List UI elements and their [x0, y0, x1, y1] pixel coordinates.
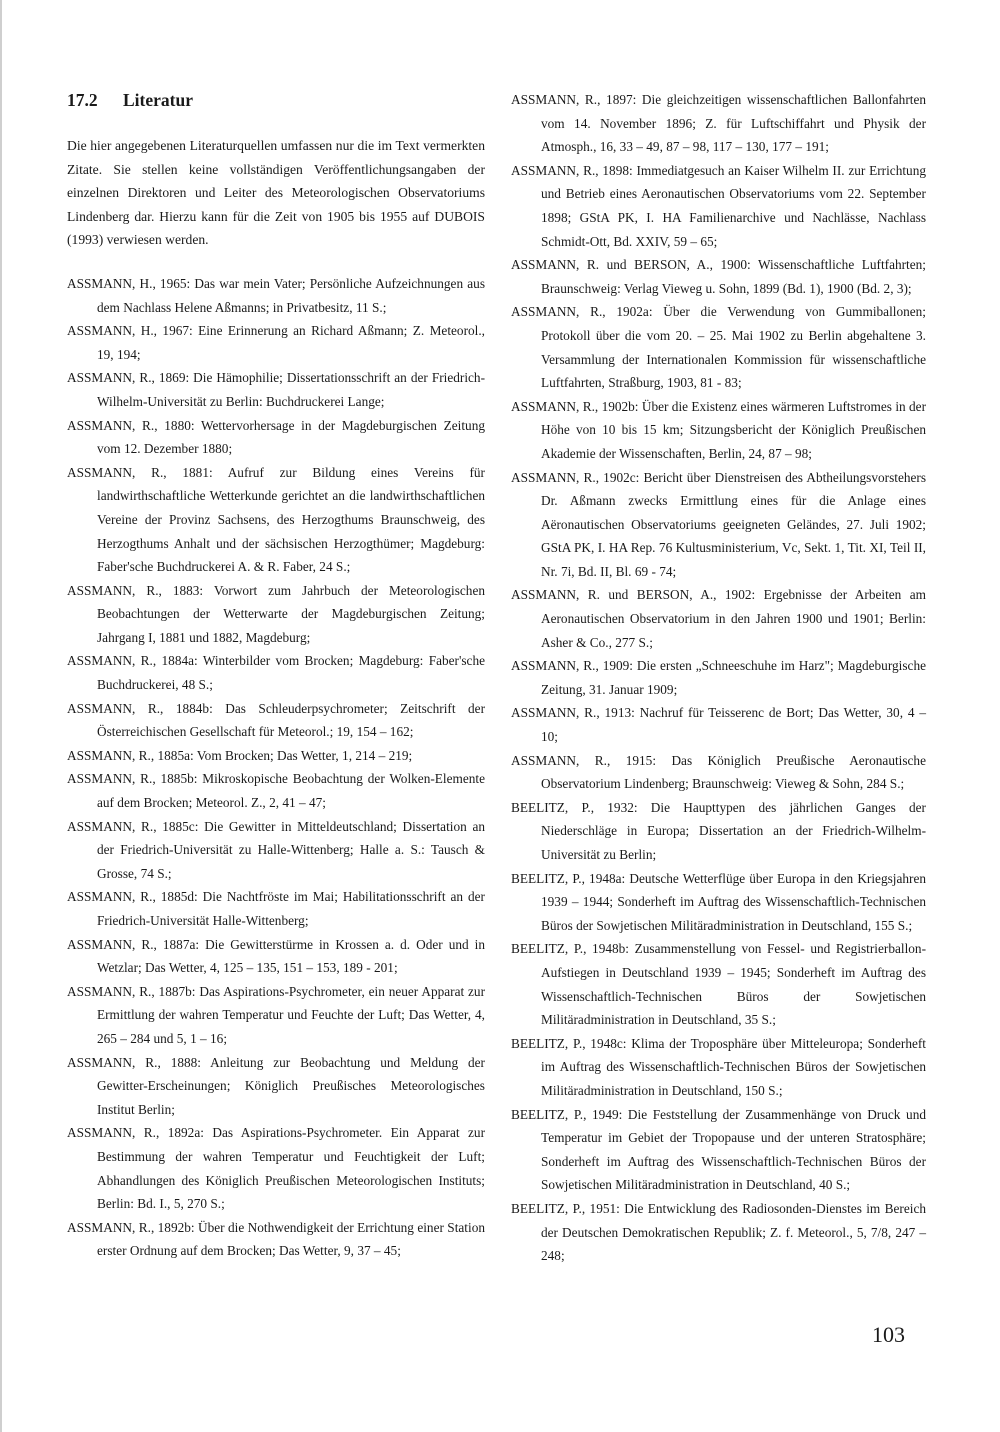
reference-entry: ASSMANN, R., 1915: Das Königlich Preußische Aeronautische Observatorium Lindenberg; Braunschweig: Vieweg & Sohn, 284 S.; — [511, 752, 926, 792]
reference-entry: ASSMANN, R., 1913: Nachruf für Teisserenc de Bort; Das Wetter, 30, 4 – 10; — [511, 705, 926, 745]
intro-paragraph: Die hier angegebenen Literaturquellen umfassen nur die im Text vermerkten Zitate. Sie stellen keine vollständigen Veröffentlichungsangaben der einzelnen Direktoren und Leiter des Meteorologischen Observatoriums Lindenberg dar. Hierzu kann für die Zeit von 1905 bis 1955 auf DUBOIS (1993) verwiesen werden. — [67, 138, 485, 248]
reference-entry: ASSMANN, R., 1902a: Über die Verwendung von Gummiballonen; Protokoll über die vom 20. – 25. Mai 1902 zu Berlin abgehaltene 3. Versammlung der Internationalen Kommission für wissenschaftliche Luftfahrten, Straßburg, 1903, 81 - 83; — [511, 304, 926, 391]
reference-entry: BEELITZ, P., 1949: Die Feststellung der Zusammenhänge von Druck und Temperatur im Gebiet der Tropopause und der unteren Stratosphäre; Sonderheft im Auftrag des Wissenschaftlich-Technischen Büros der Sowjetischen Militäradministration in Deutschland, 40 S.; — [511, 1106, 926, 1193]
reference-entry: BEELITZ, P., 1948b: Zusammenstellung von Fessel- und Registrierballon-Aufstiegen in Deutschland 1939 – 1945; Sonderheft im Auftrag des Wissenschaftlich-Technischen Büros der Sowjetischen Militäradministration in Deutschland, 35 S.; — [511, 941, 926, 1028]
reference-entry: BEELITZ, P., 1932: Die Haupttypen des jährlichen Ganges der Niederschläge in Europa; Dissertation an der Friedrich-Wilhelm-Universität zu Berlin; — [511, 799, 926, 862]
reference-entry: ASSMANN, R., 1892a: Das Aspirations-Psychrometer. Ein Apparat zur Bestimmung der wahren Temperatur und Feuchtigkeit der Luft; Abhandlungen des Königlich Preußischen Meteorologischen Instituts; Berlin: Bd. I., 5, 270 S.; — [67, 1125, 485, 1212]
reference-entry: ASSMANN, R., 1885c: Die Gewitter in Mitteldeutschland; Dissertation an der Friedrich-Universität zu Halle-Wittenberg; Halle a. S.: Tausch & Grosse, 74 S.; — [67, 818, 485, 881]
reference-entry: ASSMANN, R., 1869: Die Hämophilie; Dissertationsschrift an der Friedrich-Wilhelm-Universität zu Berlin: Buchdruckerei Lange; — [67, 370, 485, 409]
reference-entry: ASSMANN, H., 1965: Das war mein Vater; Persönliche Aufzeichnungen aus dem Nachlass Helene Aßmanns; in Privatbesitz, 11 S.; — [67, 275, 485, 315]
reference-entry: ASSMANN, R., 1883: Vorwort zum Jahrbuch der Meteorologischen Beobachtungen der Wetterwarte der Magdeburgischen Zeitung; Jahrgang I, 1881 und 1882, Magdeburg; — [67, 582, 485, 645]
reference-entry: BEELITZ, P., 1948a: Deutsche Wetterflüge über Europa in den Kriegsjahren 1939 – 1944; Sonderheft im Auftrag des Wissenschaftlich-Technischen Büros der Sowjetischen Militäradministration in Deutschland, 155 S.; — [511, 870, 926, 933]
section-title: Literatur — [123, 90, 193, 110]
section-number: 17.2 — [67, 90, 98, 110]
reference-entry: ASSMANN, R., 1887a: Die Gewitterstürme in Krossen a. d. Oder und in Wetzlar; Das Wetter, 4, 125 – 135, 151 – 153, 189 - 201; — [67, 936, 485, 976]
reference-entry: ASSMANN, R., 1902b: Über die Existenz eines wärmeren Luftstromes in der Höhe von 10 bis 15 km; Sitzungsbericht der Königlich Preußischen Akademie der Wissenschaften, Berlin, 24, 87 – 98; — [511, 398, 926, 461]
right-column — [511, 88, 926, 1268]
reference-list-right — [511, 88, 926, 1268]
reference-list-left — [67, 272, 485, 1263]
page-edge — [0, 0, 2, 1432]
reference-entry: ASSMANN, R., 1884b: Das Schleuderpsychrometer; Zeitschrift der Österreichischen Gesellschaft für Meteorol.; 19, 154 – 162; — [67, 700, 485, 740]
section-heading — [67, 88, 485, 112]
reference-entry: BEELITZ, P., 1948c: Klima der Troposphäre über Mitteleuropa; Sonderheft im Auftrag des Wissenschaftlich-Technischen Büros der Sowjetischen Militäradministration in Deutschland, 150 S.; — [511, 1035, 926, 1098]
reference-entry: ASSMANN, R., 1888: Anleitung zur Beobachtung und Meldung der Gewitter-Erscheinungen; Königlich Preußisches Meteorologisches Institut Berlin; — [67, 1054, 485, 1117]
reference-entry: ASSMANN, R., 1902c: Bericht über Dienstreisen des Abtheilungsvorstehers Dr. Aßmann zwecks Ermittlung eines für die Anlage eines Aëronautischen Observatoriums geeigneten Geländes, 27. Juli 1902; GStA PK, I. HA Rep. 76 Kultusministerium, Vc, Sekt. 1, Tit. XI, Teil II, Nr. 7i, Bd. II, Bl. 69 - 74; — [511, 469, 926, 579]
left-column — [67, 88, 485, 1263]
reference-entry: ASSMANN, R., 1880: Wettervorhersage in der Magdeburgischen Zeitung vom 12. Dezember 1880; — [67, 417, 485, 457]
reference-entry: ASSMANN, R., 1885a: Vom Brocken; Das Wetter, 1, 214 – 219; — [67, 747, 413, 763]
reference-entry: ASSMANN, R., 1892b: Über die Nothwendigkeit der Errichtung einer Station erster Ordnung auf dem Brocken; Das Wetter, 9, 37 – 45; — [67, 1219, 485, 1259]
reference-entry: ASSMANN, R., 1881: Aufruf zur Bildung eines Vereins für landwirthschaftliche Wetterkunde gerichtet an die landwirthschaftlichen Vereine der Provinz Sachsens, des Herzogthums Braunschweig, des Herzogthums Anhalt und der sächsischen Herzogthümer; Magdeburg: Faber'sche Buchdruckerei A. & R. Faber, 24 S.; — [67, 464, 485, 575]
reference-entry: ASSMANN, R., 1887b: Das Aspirations-Psychrometer, ein neuer Apparat zur Ermittlung der wahren Temperatur und Feuchte der Luft; Das Wetter, 4, 265 – 284 und 5, 1 – 16; — [67, 983, 485, 1046]
reference-entry: ASSMANN, R., 1885d: Die Nachtfröste im Mai; Habilitationsschrift an der Friedrich-Universität Halle-Wittenberg; — [67, 889, 485, 928]
reference-entry: ASSMANN, R., 1898: Immediatgesuch an Kaiser Wilhelm II. zur Errichtung und Betrieb eines Aeronautischen Observatoriums vom 22. September 1898; GStA PK, I. HA Familienarchive und Nachlässe, Nachlass Schmidt-Ott, Bd. XXIV, 59 – 65; — [511, 162, 926, 249]
reference-entry: ASSMANN, R. und BERSON, A., 1902: Ergebnisse der Arbeiten am Aeronautischen Observatorium in den Jahren 1900 und 1901; Berlin: Asher & Co., 277 S.; — [511, 587, 926, 650]
reference-entry: ASSMANN, R., 1909: Die ersten „Schneeschuhe im Harz"; Magdeburgische Zeitung, 31. Januar 1909; — [511, 658, 926, 697]
reference-entry: ASSMANN, R., 1884a: Winterbilder vom Brocken; Magdeburg: Faber'sche Buchdruckerei, 48 S.; — [67, 653, 485, 693]
reference-entry: ASSMANN, R., 1897: Die gleichzeitigen wissenschaftlichen Ballonfahrten vom 14. November 1896; Z. für Luftschiffahrt und Physik der Atmosph., 16, 33 – 49, 87 – 98, 117 – 130, 177 – 191; — [511, 92, 926, 155]
reference-entry: ASSMANN, R., 1885b: Mikroskopische Beobachtung der Wolken-Elemente auf dem Brocken; Meteorol. Z., 2, 41 – 47; — [67, 771, 485, 811]
page-number: 103 — [872, 1322, 905, 1347]
reference-entry: BEELITZ, P., 1951: Die Entwicklung des Radiosonden-Dienstes im Bereich der Deutschen Demokratischen Republik; Z. f. Meteorol., 5, 7/8, 247 – 248; — [511, 1200, 926, 1264]
reference-entry: ASSMANN, H., 1967: Eine Erinnerung an Richard Aßmann; Z. Meteorol., 19, 194; — [67, 323, 485, 362]
reference-entry: ASSMANN, R. und BERSON, A., 1900: Wissenschaftliche Luftfahrten; Braunschweig: Verlag Vieweg u. Sohn, 1899 (Bd. 1), 1900 (Bd. 2, 3); — [511, 257, 926, 296]
